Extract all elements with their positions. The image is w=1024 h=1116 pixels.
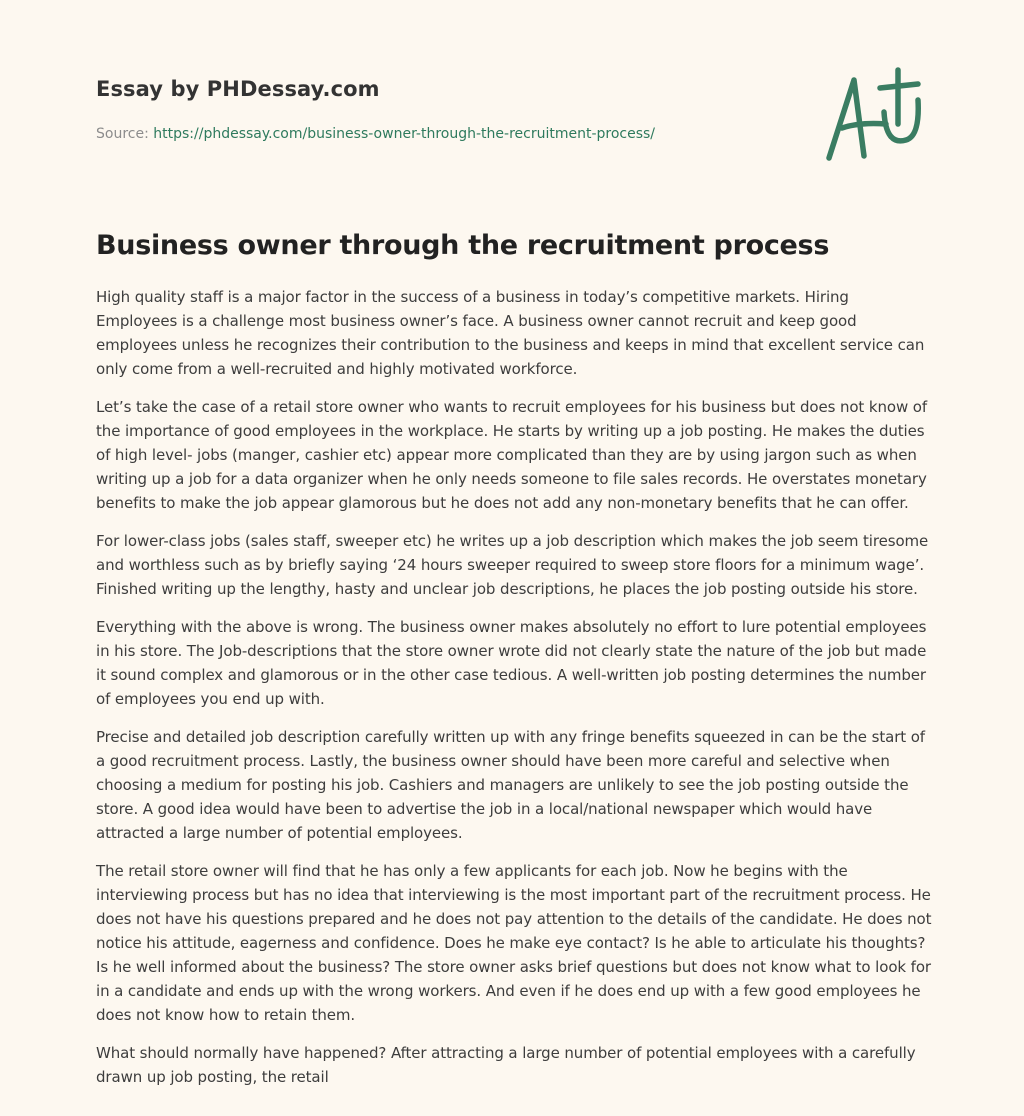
source-link[interactable]: https://phdessay.com/business-owner-through-the-recruitment-process/ <box>153 126 656 142</box>
essay-paragraph: What should normally have happened? After attracting a large number of potential employees with a carefully drawn up job posting, the retail <box>96 1044 916 1086</box>
site-title: Essay by PHDessay.com <box>96 77 380 101</box>
essay-paragraph: Precise and detailed job description carefully written up with any fringe benefits squeezed in can be the start of a good recruitment process. Lastly, the business owner should have been more careful and selective when choosing a medium for posting his job. Cashiers and managers are unlikely to see the job posting outside the store. A good idea would have been to advertise the job in a local/national newspaper which would have attracted a large number of potential employees. <box>96 728 925 842</box>
page-header <box>96 74 796 144</box>
essay-body <box>96 285 934 1103</box>
essay-paragraph: High quality staff is a major factor in the success of a business in today’s competitive markets. Hiring Employees is a challenge most business owner’s face. A business owner cannot recruit and keep good employees unless he recognizes their contribution to the business and keeps in mind that excellent service can only come from a well-recruited and highly motivated workforce. <box>96 288 925 378</box>
source-label: Source: <box>96 126 154 142</box>
essay-paragraph: Let’s take the case of a retail store owner who wants to recruit employees for his business but does not know of the importance of good employees in the workplace. He starts by writing up a job posting. He makes the duties of high level- jobs (manger, cashier etc) appear more complicated than they are by using jargon such as when writing up a job for a data organizer when he only needs someone to file sales records. He overstates monetary benefits to make the job appear glamorous but he does not add any non-monetary benefits that he can offer. <box>96 398 928 512</box>
essay-title: Business owner through the recruitment process <box>96 230 830 261</box>
essay-paragraph: For lower-class jobs (sales staff, sweeper etc) he writes up a job description which makes the job seem tiresome and worthless such as by briefly saying ‘24 hours sweeper required to sweep store floors for a minimum wage’. Finished writing up the lengthy, hasty and unclear job descriptions, he places the job posting outside his store. <box>96 532 929 598</box>
a-plus-logo-icon <box>820 66 930 166</box>
source-line <box>96 124 796 144</box>
essay-paragraph: Everything with the above is wrong. The business owner makes absolutely no effort to lure potential employees in his store. The Job-descriptions that the store owner wrote did not clearly state the nature of the job but made it sound complex and glamorous or in the other case tedious. A well-written job posting determines the number of employees you end up with. <box>96 618 927 708</box>
essay-paragraph: The retail store owner will find that he has only a few applicants for each job. Now he begins with the interviewing process but has no idea that interviewing is the most important part of the recruitment process. He does not have his questions prepared and he does not pay attention to the details of the candidate. He does not notice his attitude, eagerness and confidence. Does he make eye contact? Is he able to articulate his thoughts? Is he well informed about the business? The store owner asks brief questions but does not know what to look for in a candidate and ends up with the wrong workers. And even if he does end up with a few good employees he does not know how to retain them. <box>96 862 932 1024</box>
